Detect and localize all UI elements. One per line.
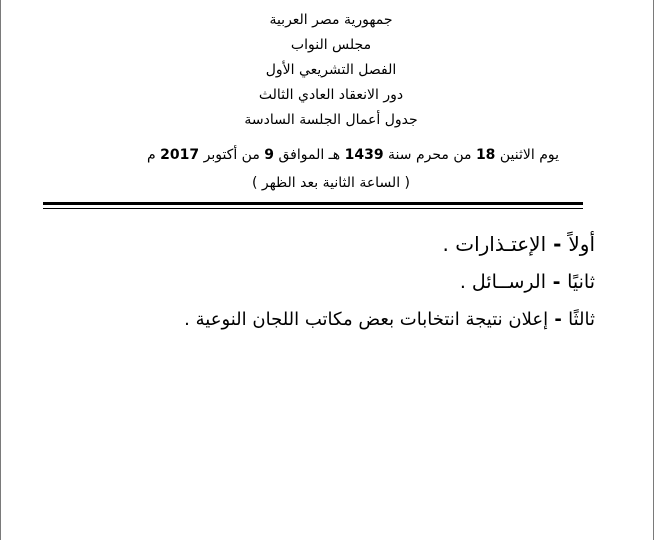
agenda-dash: - [548,309,569,330]
agenda-item-election-results [101,302,595,340]
date-text-weekday: يوم الاثنين [495,147,559,163]
header-divider [43,202,583,209]
date-text-corresponding: هـ الموافق [274,147,345,163]
document-header [181,8,481,133]
agenda-ordinal: ثانيًا [567,271,595,293]
country-name: جمهورية مصر العربية [269,12,393,28]
session-date [61,144,559,166]
agenda-text: الرســائل . [459,271,546,293]
agenda-list [101,226,595,340]
agenda-dash: - [545,271,568,293]
agenda-item-apologies [101,226,595,264]
date-text-era: م [147,147,161,163]
session-round: دور الانعقاد العادي الثالث [258,87,404,103]
council-name: مجلس النواب [290,37,372,53]
legislative-term: الفصل التشريعي الأول [265,62,397,78]
hijri-day: 18 [475,147,496,163]
date-text-hijri-month: من محرم سنة [383,147,476,163]
gregorian-year: 2017 [160,147,200,163]
agenda-ordinal: أولاً [568,232,595,256]
agenda-title: جدول أعمال الجلسة السادسة [244,112,418,128]
agenda-item-messages [101,264,595,302]
agenda-text: إعلان نتيجة انتخابات بعض مكاتب اللجان النوعية . [184,309,549,330]
agenda-dash: - [546,232,569,256]
date-text-gregorian-month: من أكتوبر [199,147,265,163]
agenda-text: الإعتـذارات . [442,232,547,256]
session-time: ( الساعة الثانية بعد الظهر ) [251,175,411,191]
gregorian-day: 9 [264,147,275,163]
agenda-ordinal: ثالثًا [568,309,595,330]
hijri-year: 1439 [344,147,384,163]
